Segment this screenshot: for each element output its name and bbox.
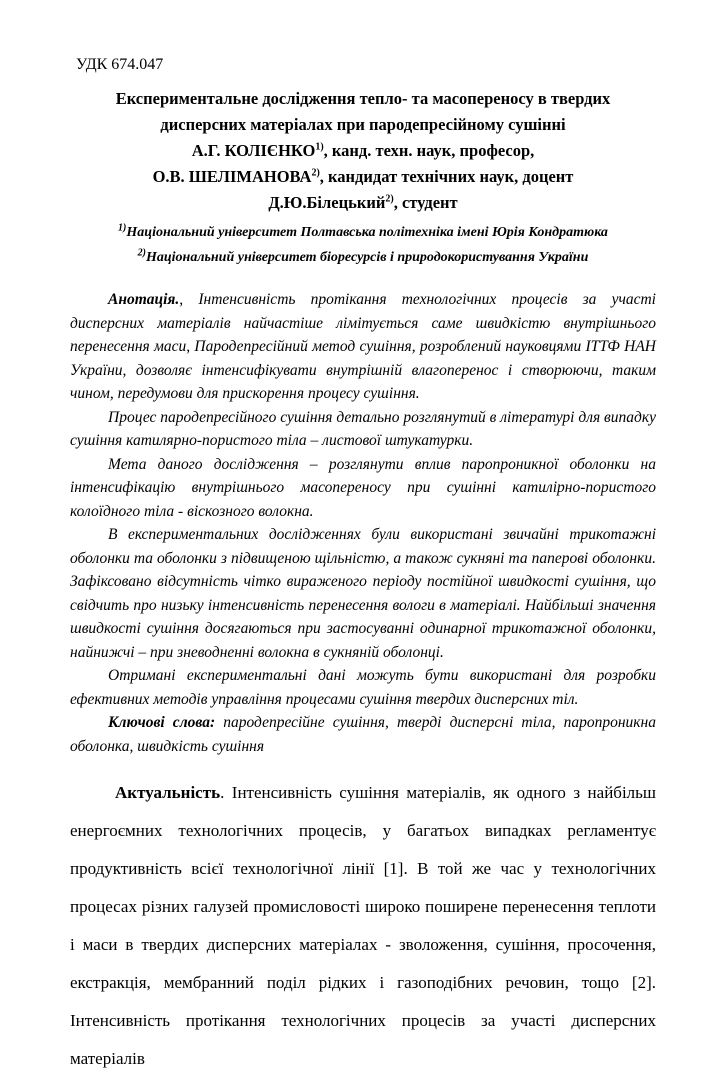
author-line <box>70 190 656 216</box>
body-text: . Інтенсивність сушіння матеріалів, як одного з найбільш енергоємних технологічних процесів, у багатьох випадках регламентує продуктивність всієї технологічної лінії [1]. В той же час у технологічних процесах різних галузей промисловості широко поширене перенесення теплоти і маси в твердих дисперсних матеріалах - зволоження, сушіння, просочення, екстракція, мембранний поділ рідких і газоподібних речовин, тощо [2]. Інтенсивність протікання технологічних процесів за участі дисперсних матеріалів <box>70 783 656 1068</box>
abstract-label: Анотація. <box>108 291 180 308</box>
affiliation-mark: 1) <box>118 222 127 234</box>
abstract-paragraph: В експериментальних дослідженнях були використані звичайні трикотажні оболонки та оболонки з підвищеною щільністю, а також сукняні та паперові оболонки. Зафіксовано відсутність чітко вираженого періоду постійної швидкості сушіння, що свідчить про низьку інтенсивність перенесення вологи в матеріалі. Найбільші значення швидкості сушіння досягаються при застосуванні одинарної трикотажної оболонки, найнижчі – при зневодненні волокна в сукняній оболонці. <box>70 526 656 661</box>
affiliation-mark: 2) <box>137 247 146 259</box>
abstract-paragraph <box>70 288 656 406</box>
author-name: Д.Ю.Білецький <box>268 193 386 212</box>
author-line <box>70 138 656 164</box>
author-role: , кандидат технічних наук, доцент <box>319 167 574 186</box>
author-role: , студент <box>393 193 458 212</box>
keywords-label: Ключові слова: <box>108 714 216 731</box>
body-paragraph <box>70 774 656 1078</box>
author-name: О.В. ШЕЛІМАНОВА <box>152 167 312 186</box>
author-affiliation-mark: 2) <box>385 193 394 205</box>
keywords-paragraph <box>70 711 656 758</box>
paper-title: Експериментальне дослідження тепло- та масопереносу в твердих дисперсних матеріалах при пародепресійному сушінні <box>115 89 611 134</box>
keywords-text: пародепресійне сушіння, тверді дисперсні тіла, паропроникна оболонка, швидкість сушіння <box>70 714 656 755</box>
abstract-paragraph: Мета даного дослідження – розглянути вплив паропроникної оболонки на інтенсифікацію внутрішнього масопереносу при сушінні катилірно-пористого колоїдного тіла - віскозного волокна. <box>70 455 656 520</box>
affiliation-line <box>70 220 656 245</box>
author-name: А.Г. КОЛІЄНКО <box>191 141 316 160</box>
authors-block <box>70 138 656 216</box>
author-affiliation-mark: 2) <box>311 167 320 179</box>
author-line <box>70 164 656 190</box>
author-role: , канд. техн. наук, професор, <box>323 141 535 160</box>
udk-code: УДК 674.047 <box>76 56 164 73</box>
abstract-text: , Інтенсивність протікання технологічних процесів за участі дисперсних матеріалів найчастіше лімітується саме швидкістю внутрішнього перенесення маси, Пародепресійний метод сушіння, розроблений науковцями ІТТФ НАН України, дозволяє інтенсифікувати внутрішній влагоперенос і створюючи, таким чином, передумови для прискорення процесу сушіння. <box>70 291 656 402</box>
abstract-section <box>70 288 656 758</box>
author-affiliation-mark: 1) <box>315 141 324 153</box>
abstract-paragraph: Отримані експериментальні дані можуть бути використані для розробки ефективних методів управління процесами сушіння твердих дисперсних тіл. <box>70 667 656 708</box>
abstract-paragraph: Процес пародепресійного сушіння детально розглянутий в літературі для випадку сушіння катилярно-пористого тіла – листової штукатурки. <box>70 408 656 449</box>
section-heading: Актуальність <box>115 783 221 802</box>
affiliations-block <box>70 220 656 270</box>
affiliation-text: Національний університет біоресурсів і природокористування України <box>145 250 589 265</box>
affiliation-text: Національний університет Полтавська політехніка імені Юрія Кондратюка <box>126 225 608 240</box>
affiliation-line <box>70 245 656 270</box>
